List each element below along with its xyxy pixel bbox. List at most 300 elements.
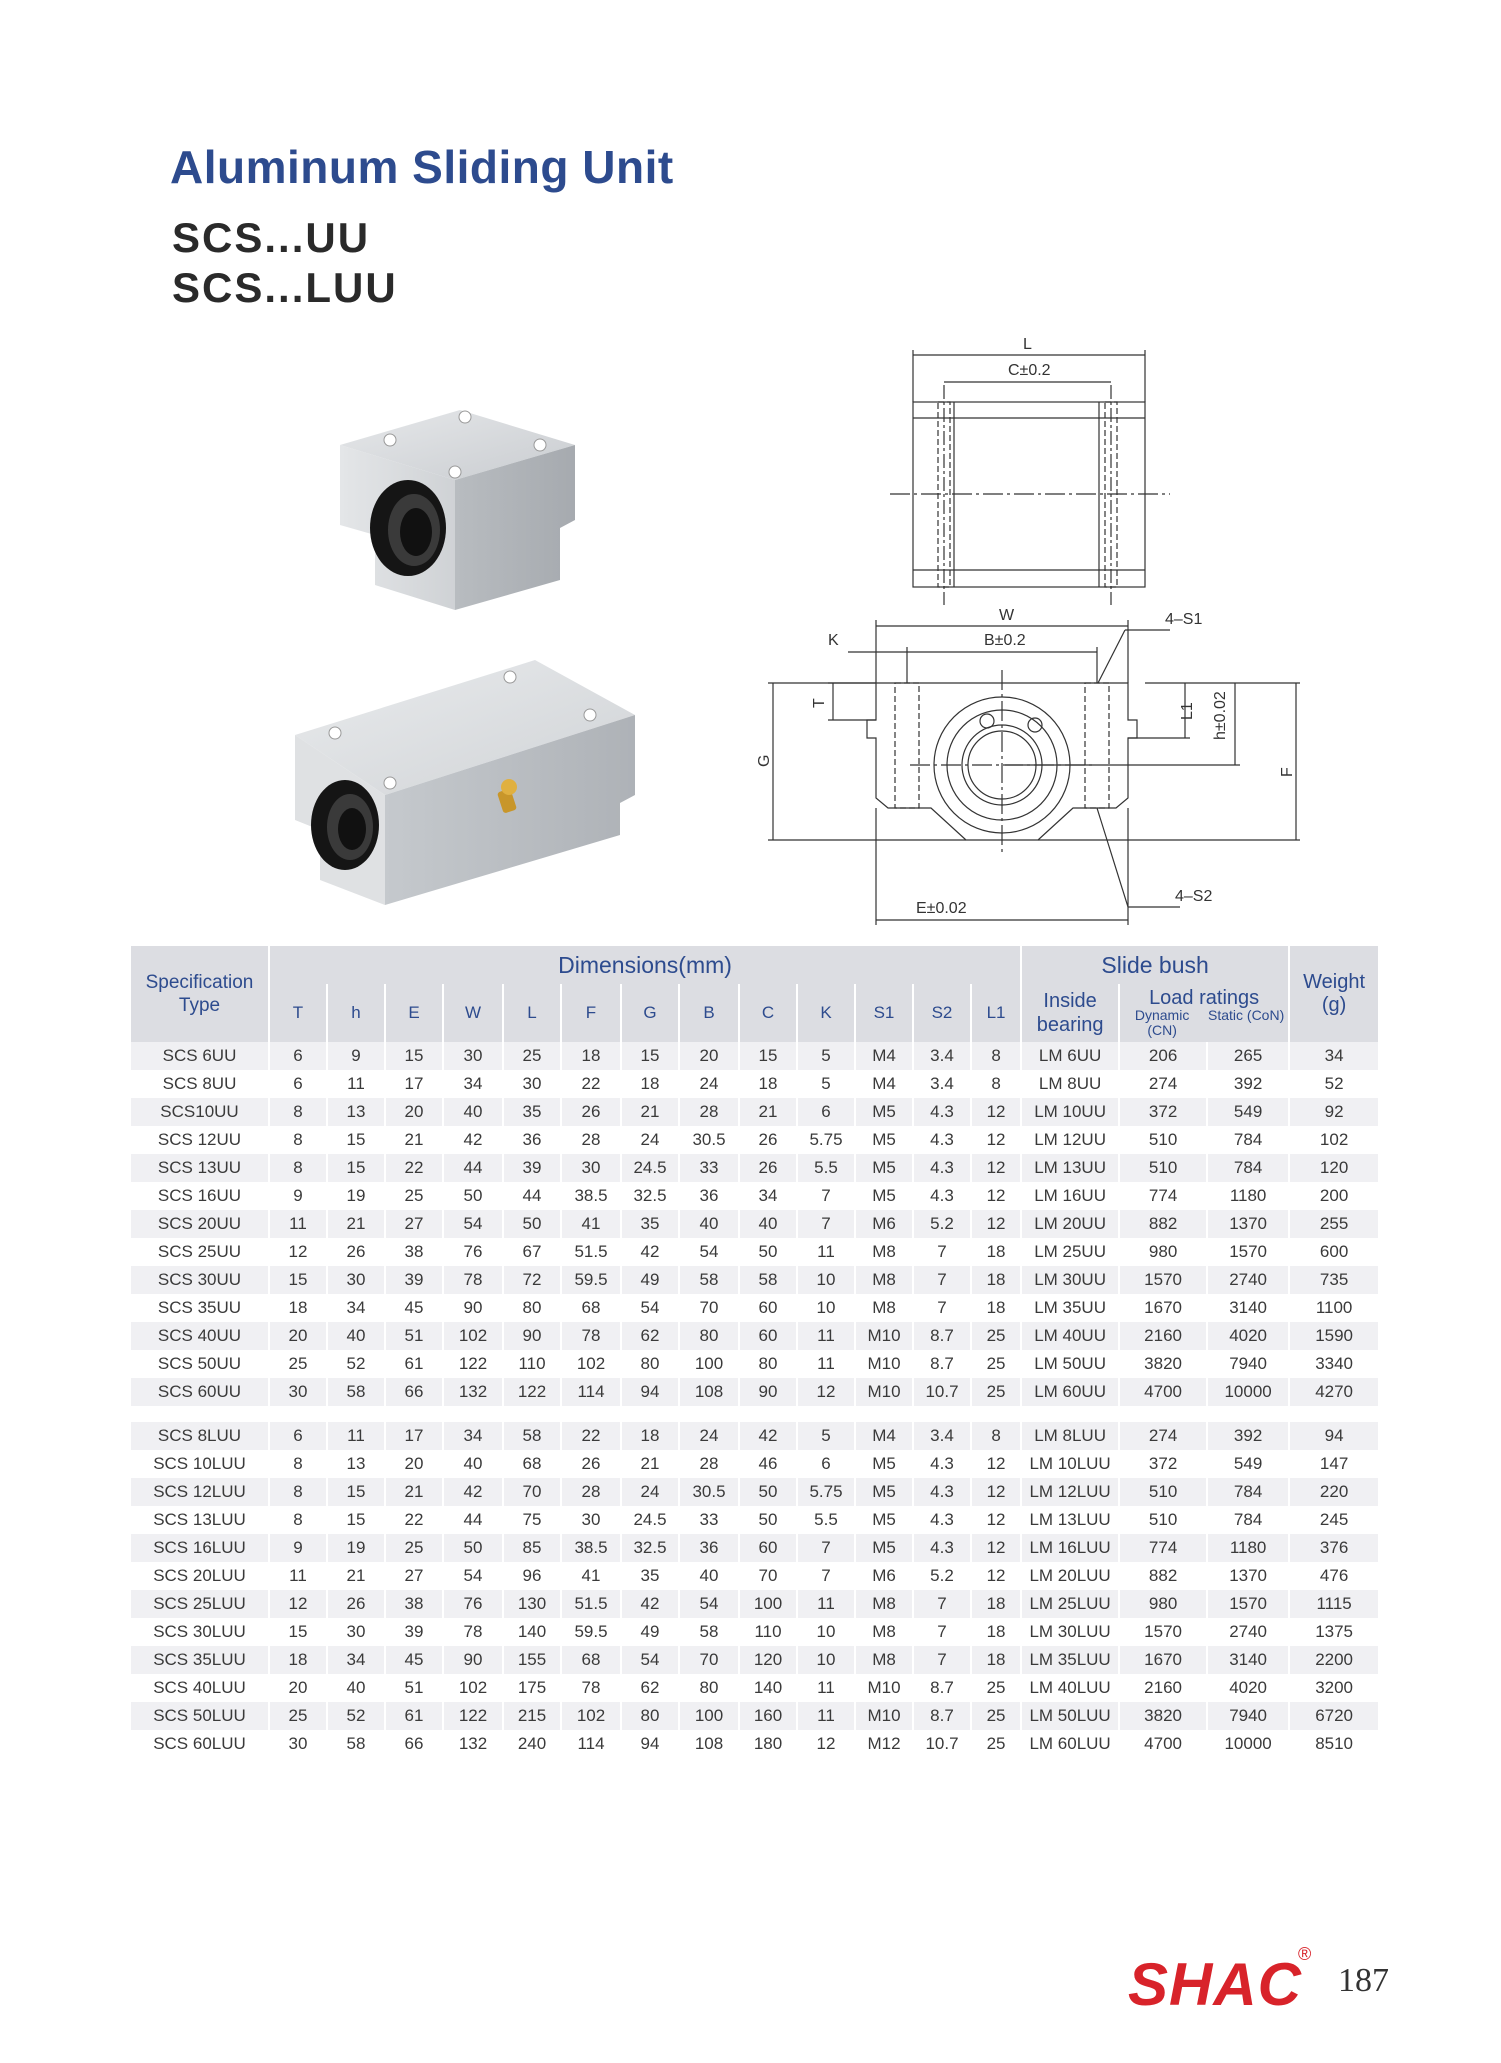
table-cell: 18 xyxy=(269,1294,327,1322)
table-cell: 5.2 xyxy=(913,1562,971,1590)
table-cell: 1100 xyxy=(1289,1294,1379,1322)
table-cell: 58 xyxy=(739,1266,797,1294)
table-cell: 25 xyxy=(385,1182,443,1210)
table-cell: 40 xyxy=(739,1210,797,1238)
table-cell: 10 xyxy=(797,1618,855,1646)
col-header: E xyxy=(385,984,443,1042)
table-cell: 68 xyxy=(503,1450,561,1478)
table-cell: SCS 30UU xyxy=(131,1266,269,1294)
table-cell: 18 xyxy=(621,1422,679,1450)
table-cell: 78 xyxy=(561,1674,621,1702)
table-cell: 6 xyxy=(797,1450,855,1478)
table-cell: 7940 xyxy=(1207,1702,1289,1730)
table-cell: 122 xyxy=(443,1350,503,1378)
table-cell: SCS 13LUU xyxy=(131,1506,269,1534)
table-cell: 4.3 xyxy=(913,1450,971,1478)
table-cell: 27 xyxy=(385,1562,443,1590)
table-cell: 25 xyxy=(385,1534,443,1562)
table-cell: 200 xyxy=(1289,1182,1379,1210)
table-cell: 2740 xyxy=(1207,1618,1289,1646)
header-slide-bush: Slide bush xyxy=(1021,946,1289,984)
table-cell: SCS 12UU xyxy=(131,1126,269,1154)
table-cell: M10 xyxy=(855,1350,913,1378)
table-cell: 40 xyxy=(443,1450,503,1478)
table-cell: 18 xyxy=(971,1266,1021,1294)
table-body-luu xyxy=(131,1422,1379,1758)
table-cell: M5 xyxy=(855,1506,913,1534)
table-cell: 44 xyxy=(503,1182,561,1210)
table-cell: 4700 xyxy=(1119,1378,1207,1406)
table-cell: SCS 50UU xyxy=(131,1350,269,1378)
table-cell: 8.7 xyxy=(913,1322,971,1350)
table-cell: 58 xyxy=(679,1618,739,1646)
table-cell: 20 xyxy=(269,1322,327,1350)
table-cell: M10 xyxy=(855,1378,913,1406)
table-row xyxy=(131,1422,1379,1450)
table-cell: 50 xyxy=(443,1182,503,1210)
table-cell: LM 40LUU xyxy=(1021,1674,1119,1702)
table-cell: 8 xyxy=(269,1506,327,1534)
table-cell: 19 xyxy=(327,1182,385,1210)
table-cell: 58 xyxy=(327,1378,385,1406)
table-cell: 4.3 xyxy=(913,1506,971,1534)
table-cell: 58 xyxy=(679,1266,739,1294)
table-cell: 7 xyxy=(913,1266,971,1294)
table-cell: 40 xyxy=(443,1098,503,1126)
table-row xyxy=(131,1266,1379,1294)
table-cell: 10 xyxy=(797,1266,855,1294)
table-cell: SCS 50LUU xyxy=(131,1702,269,1730)
col-header: h xyxy=(327,984,385,1042)
table-cell: 24 xyxy=(621,1478,679,1506)
table-row xyxy=(131,1042,1379,1070)
table-cell: 52 xyxy=(327,1702,385,1730)
table-cell: 24.5 xyxy=(621,1154,679,1182)
col-header: C xyxy=(739,984,797,1042)
table-cell: 26 xyxy=(739,1126,797,1154)
table-row xyxy=(131,1154,1379,1182)
table-cell: 68 xyxy=(561,1646,621,1674)
table-cell: 274 xyxy=(1119,1070,1207,1098)
table-cell: 392 xyxy=(1207,1070,1289,1098)
table-cell: 25 xyxy=(971,1378,1021,1406)
table-cell: SCS 12LUU xyxy=(131,1478,269,1506)
table-cell: 80 xyxy=(503,1294,561,1322)
table-cell: LM 30LUU xyxy=(1021,1618,1119,1646)
table-cell: 7 xyxy=(913,1294,971,1322)
header-load-ratings: Load ratings xyxy=(1149,987,1260,1009)
table-cell: 18 xyxy=(561,1042,621,1070)
table-cell: 102 xyxy=(561,1350,621,1378)
table-cell: 25 xyxy=(971,1702,1021,1730)
table-cell: 1590 xyxy=(1289,1322,1379,1350)
table-cell: 108 xyxy=(679,1730,739,1758)
table-cell: 132 xyxy=(443,1378,503,1406)
brand-logo: SHAC xyxy=(1128,1951,1303,2018)
table-cell: 100 xyxy=(679,1702,739,1730)
table-cell: 735 xyxy=(1289,1266,1379,1294)
table-cell: 3140 xyxy=(1207,1294,1289,1322)
table-cell: 160 xyxy=(739,1702,797,1730)
table-cell: 549 xyxy=(1207,1098,1289,1126)
table-cell: 6 xyxy=(269,1070,327,1098)
table-cell: 102 xyxy=(443,1322,503,1350)
table-cell: LM 12UU xyxy=(1021,1126,1119,1154)
table-cell: 3.4 xyxy=(913,1070,971,1098)
table-cell: 11 xyxy=(797,1238,855,1266)
table-cell: 4270 xyxy=(1289,1378,1379,1406)
table-cell: 25 xyxy=(971,1730,1021,1758)
table-cell: 8.7 xyxy=(913,1702,971,1730)
table-cell: 25 xyxy=(269,1350,327,1378)
table-row xyxy=(131,1350,1379,1378)
table-cell: 22 xyxy=(561,1070,621,1098)
table-cell: 80 xyxy=(739,1350,797,1378)
table-cell: 220 xyxy=(1289,1478,1379,1506)
table-cell: 51.5 xyxy=(561,1590,621,1618)
table-cell: M8 xyxy=(855,1646,913,1674)
col-header: L xyxy=(503,984,561,1042)
table-cell: 255 xyxy=(1289,1210,1379,1238)
table-cell: 2740 xyxy=(1207,1266,1289,1294)
table-cell: 41 xyxy=(561,1562,621,1590)
table-cell: 38.5 xyxy=(561,1182,621,1210)
table-cell: 35 xyxy=(621,1562,679,1590)
table-cell: 60 xyxy=(739,1294,797,1322)
table-cell: 4700 xyxy=(1119,1730,1207,1758)
table-cell: 62 xyxy=(621,1674,679,1702)
dim-label-l1: L1 xyxy=(1179,702,1196,720)
table-row xyxy=(131,1238,1379,1266)
dim-label-t: T xyxy=(811,698,828,708)
table-cell: 21 xyxy=(621,1098,679,1126)
table-cell: 35 xyxy=(503,1098,561,1126)
table-row xyxy=(131,1562,1379,1590)
table-cell: 1375 xyxy=(1289,1618,1379,1646)
table-cell: 51 xyxy=(385,1674,443,1702)
table-cell: LM 25UU xyxy=(1021,1238,1119,1266)
table-cell: 120 xyxy=(739,1646,797,1674)
table-cell: 12 xyxy=(971,1506,1021,1534)
table-cell: 8 xyxy=(971,1042,1021,1070)
table-cell: 22 xyxy=(385,1506,443,1534)
table-cell: 49 xyxy=(621,1618,679,1646)
table-cell: 85 xyxy=(503,1534,561,1562)
table-cell: 8 xyxy=(269,1450,327,1478)
table-cell: 3200 xyxy=(1289,1674,1379,1702)
table-cell: 76 xyxy=(443,1590,503,1618)
table-cell: 11 xyxy=(269,1562,327,1590)
table-cell: LM 10LUU xyxy=(1021,1450,1119,1478)
table-cell: 10000 xyxy=(1207,1730,1289,1758)
table-row xyxy=(131,1450,1379,1478)
table-cell: 40 xyxy=(679,1210,739,1238)
table-cell: 18 xyxy=(269,1646,327,1674)
table-cell: 110 xyxy=(503,1350,561,1378)
dim-label-e: E±0.02 xyxy=(916,900,967,917)
table-cell: 510 xyxy=(1119,1478,1207,1506)
table-cell: 10 xyxy=(797,1646,855,1674)
col-header: F xyxy=(561,984,621,1042)
table-cell: 34 xyxy=(327,1646,385,1674)
table-cell: 7 xyxy=(797,1182,855,1210)
table-cell: 36 xyxy=(679,1182,739,1210)
table-cell: 13 xyxy=(327,1450,385,1478)
table-cell: 44 xyxy=(443,1154,503,1182)
table-cell: 12 xyxy=(797,1378,855,1406)
table-cell: 18 xyxy=(971,1618,1021,1646)
table-cell: 122 xyxy=(503,1378,561,1406)
table-cell: 76 xyxy=(443,1238,503,1266)
table-cell: 30 xyxy=(327,1266,385,1294)
dim-label-k: K xyxy=(828,632,839,649)
table-cell: 10.7 xyxy=(913,1730,971,1758)
table-cell: M8 xyxy=(855,1266,913,1294)
table-row xyxy=(131,1646,1379,1674)
header-inside-bearing: Inside bearing xyxy=(1021,984,1119,1042)
table-cell: 15 xyxy=(327,1154,385,1182)
table-cell: 1370 xyxy=(1207,1562,1289,1590)
table-cell: 59.5 xyxy=(561,1618,621,1646)
dim-label-g: G xyxy=(756,754,773,767)
table-cell: 7940 xyxy=(1207,1350,1289,1378)
table-cell: 94 xyxy=(1289,1422,1379,1450)
col-header: S1 xyxy=(855,984,913,1042)
table-cell: 62 xyxy=(621,1322,679,1350)
table-row xyxy=(131,1098,1379,1126)
table-row xyxy=(131,1506,1379,1534)
table-cell: SCS 40LUU xyxy=(131,1674,269,1702)
table-cell: 38 xyxy=(385,1590,443,1618)
table-cell: 7 xyxy=(797,1534,855,1562)
table-cell: 50 xyxy=(739,1506,797,1534)
table-cell: M5 xyxy=(855,1098,913,1126)
table-cell: LM 35UU xyxy=(1021,1294,1119,1322)
table-cell: 18 xyxy=(971,1238,1021,1266)
table-cell: 12 xyxy=(269,1238,327,1266)
table-cell: 7 xyxy=(797,1210,855,1238)
table-cell: 40 xyxy=(679,1562,739,1590)
table-cell: 58 xyxy=(327,1730,385,1758)
table-row xyxy=(131,1702,1379,1730)
table-cell: 245 xyxy=(1289,1506,1379,1534)
table-cell: 12 xyxy=(971,1126,1021,1154)
table-cell: 60 xyxy=(739,1322,797,1350)
col-header: G xyxy=(621,984,679,1042)
table-cell: 980 xyxy=(1119,1590,1207,1618)
table-cell: 5 xyxy=(797,1070,855,1098)
table-cell: 175 xyxy=(503,1674,561,1702)
table-cell: 18 xyxy=(739,1070,797,1098)
table-cell: 774 xyxy=(1119,1182,1207,1210)
table-cell: 66 xyxy=(385,1730,443,1758)
table-cell: 10000 xyxy=(1207,1378,1289,1406)
table-cell: 8510 xyxy=(1289,1730,1379,1758)
table-cell: 30 xyxy=(561,1506,621,1534)
table-cell: 30 xyxy=(269,1378,327,1406)
product-photo-long-unit xyxy=(290,655,650,915)
table-cell: LM 8LUU xyxy=(1021,1422,1119,1450)
table-cell: 12 xyxy=(971,1098,1021,1126)
table-row xyxy=(131,1478,1379,1506)
table-cell: 4020 xyxy=(1207,1322,1289,1350)
table-cell: 50 xyxy=(443,1534,503,1562)
table-cell: 372 xyxy=(1119,1450,1207,1478)
table-cell: 11 xyxy=(327,1422,385,1450)
table-cell: 5.75 xyxy=(797,1478,855,1506)
table-cell: 15 xyxy=(269,1266,327,1294)
table-cell: M8 xyxy=(855,1590,913,1618)
table-cell: M4 xyxy=(855,1070,913,1098)
table-cell: 15 xyxy=(269,1618,327,1646)
table-cell: 3820 xyxy=(1119,1702,1207,1730)
table-cell: 28 xyxy=(679,1450,739,1478)
table-cell: M5 xyxy=(855,1478,913,1506)
table-cell: 265 xyxy=(1207,1042,1289,1070)
table-cell: 5 xyxy=(797,1422,855,1450)
table-cell: 18 xyxy=(971,1646,1021,1674)
table-cell: 42 xyxy=(621,1238,679,1266)
table-cell: 7 xyxy=(913,1590,971,1618)
table-cell: 80 xyxy=(679,1674,739,1702)
table-cell: 40 xyxy=(327,1322,385,1350)
table-cell: 22 xyxy=(385,1154,443,1182)
table-cell: 30 xyxy=(503,1070,561,1098)
table-cell: 15 xyxy=(739,1042,797,1070)
table-cell: 38.5 xyxy=(561,1534,621,1562)
table-cell: 26 xyxy=(561,1098,621,1126)
table-cell: 8.7 xyxy=(913,1350,971,1378)
table-cell: 25 xyxy=(971,1674,1021,1702)
table-cell: 2200 xyxy=(1289,1646,1379,1674)
table-cell: 59.5 xyxy=(561,1266,621,1294)
table-cell: 25 xyxy=(503,1042,561,1070)
table-cell: 2160 xyxy=(1119,1674,1207,1702)
table-cell: 51.5 xyxy=(561,1238,621,1266)
table-cell: 784 xyxy=(1207,1506,1289,1534)
table-cell: 26 xyxy=(327,1590,385,1618)
table-cell: 147 xyxy=(1289,1450,1379,1478)
dim-label-s1: 4–S1 xyxy=(1165,611,1203,628)
table-cell: 15 xyxy=(385,1042,443,1070)
table-cell: 100 xyxy=(679,1350,739,1378)
table-cell: M4 xyxy=(855,1422,913,1450)
table-cell: 25 xyxy=(971,1350,1021,1378)
table-cell: 80 xyxy=(621,1702,679,1730)
table-cell: 41 xyxy=(561,1210,621,1238)
page-title: Aluminum Sliding Unit xyxy=(170,141,674,193)
table-cell: LM 20LUU xyxy=(1021,1562,1119,1590)
table-cell: LM 50LUU xyxy=(1021,1702,1119,1730)
table-cell: 94 xyxy=(621,1730,679,1758)
table-cell: SCS 25UU xyxy=(131,1238,269,1266)
table-cell: 600 xyxy=(1289,1238,1379,1266)
table-cell: 9 xyxy=(327,1042,385,1070)
table-cell: LM 12LUU xyxy=(1021,1478,1119,1506)
table-cell: 510 xyxy=(1119,1126,1207,1154)
table-cell: 18 xyxy=(971,1294,1021,1322)
header-dimensions: Dimensions(mm) xyxy=(269,946,1021,984)
table-cell: 54 xyxy=(443,1210,503,1238)
table-row xyxy=(131,1294,1379,1322)
header-dynamic: Dynamic (CN) xyxy=(1134,1007,1190,1038)
table-cell: LM 6UU xyxy=(1021,1042,1119,1070)
header-static: Static (CoN) xyxy=(1208,1007,1285,1023)
table-cell: 130 xyxy=(503,1590,561,1618)
table-cell: 42 xyxy=(621,1590,679,1618)
table-cell: LM 50UU xyxy=(1021,1350,1119,1378)
table-cell: LM 30UU xyxy=(1021,1266,1119,1294)
table-cell: 274 xyxy=(1119,1422,1207,1450)
table-cell: 3820 xyxy=(1119,1350,1207,1378)
table-cell: 8 xyxy=(971,1422,1021,1450)
table-cell: M8 xyxy=(855,1294,913,1322)
table-cell: 26 xyxy=(327,1238,385,1266)
table-cell: M8 xyxy=(855,1618,913,1646)
table-cell: 100 xyxy=(739,1590,797,1618)
table-cell: 45 xyxy=(385,1294,443,1322)
table-cell: 25 xyxy=(269,1702,327,1730)
table-cell: M8 xyxy=(855,1238,913,1266)
table-cell: 784 xyxy=(1207,1478,1289,1506)
table-cell: 206 xyxy=(1119,1042,1207,1070)
table-cell: 49 xyxy=(621,1266,679,1294)
table-cell: 61 xyxy=(385,1702,443,1730)
table-cell: 18 xyxy=(971,1590,1021,1618)
table-cell: M10 xyxy=(855,1322,913,1350)
table-row xyxy=(131,1590,1379,1618)
table-cell: 13 xyxy=(327,1098,385,1126)
table-cell: 9 xyxy=(269,1534,327,1562)
technical-drawing xyxy=(740,330,1300,930)
table-cell: 96 xyxy=(503,1562,561,1590)
table-cell: 12 xyxy=(971,1534,1021,1562)
table-cell: 882 xyxy=(1119,1210,1207,1238)
table-cell: 39 xyxy=(385,1266,443,1294)
table-cell: 78 xyxy=(443,1618,503,1646)
table-cell: 155 xyxy=(503,1646,561,1674)
table-cell: 90 xyxy=(443,1294,503,1322)
table-cell: 30 xyxy=(561,1154,621,1182)
table-cell: 5.5 xyxy=(797,1154,855,1182)
dim-label-b: B±0.2 xyxy=(984,632,1026,649)
table-cell: 4.3 xyxy=(913,1534,971,1562)
table-cell: 10 xyxy=(797,1294,855,1322)
table-cell: 21 xyxy=(327,1562,385,1590)
table-cell: SCS 20LUU xyxy=(131,1562,269,1590)
table-cell: 102 xyxy=(1289,1126,1379,1154)
table-cell: 11 xyxy=(797,1322,855,1350)
table-cell: LM 13UU xyxy=(1021,1154,1119,1182)
table-cell: 20 xyxy=(385,1450,443,1478)
table-cell: 54 xyxy=(443,1562,503,1590)
table-cell: 1570 xyxy=(1119,1618,1207,1646)
table-cell: 21 xyxy=(621,1450,679,1478)
table-cell: 11 xyxy=(797,1674,855,1702)
table-cell: 108 xyxy=(679,1378,739,1406)
table-cell: 11 xyxy=(797,1350,855,1378)
table-cell: 122 xyxy=(443,1702,503,1730)
table-cell: 392 xyxy=(1207,1422,1289,1450)
table-row xyxy=(131,1378,1379,1406)
table-cell: 39 xyxy=(385,1618,443,1646)
table-cell: 42 xyxy=(443,1478,503,1506)
table-cell: 19 xyxy=(327,1534,385,1562)
table-cell: SCS 8UU xyxy=(131,1070,269,1098)
table-row xyxy=(131,1182,1379,1210)
table-cell: 8 xyxy=(269,1154,327,1182)
table-cell: 7 xyxy=(913,1238,971,1266)
